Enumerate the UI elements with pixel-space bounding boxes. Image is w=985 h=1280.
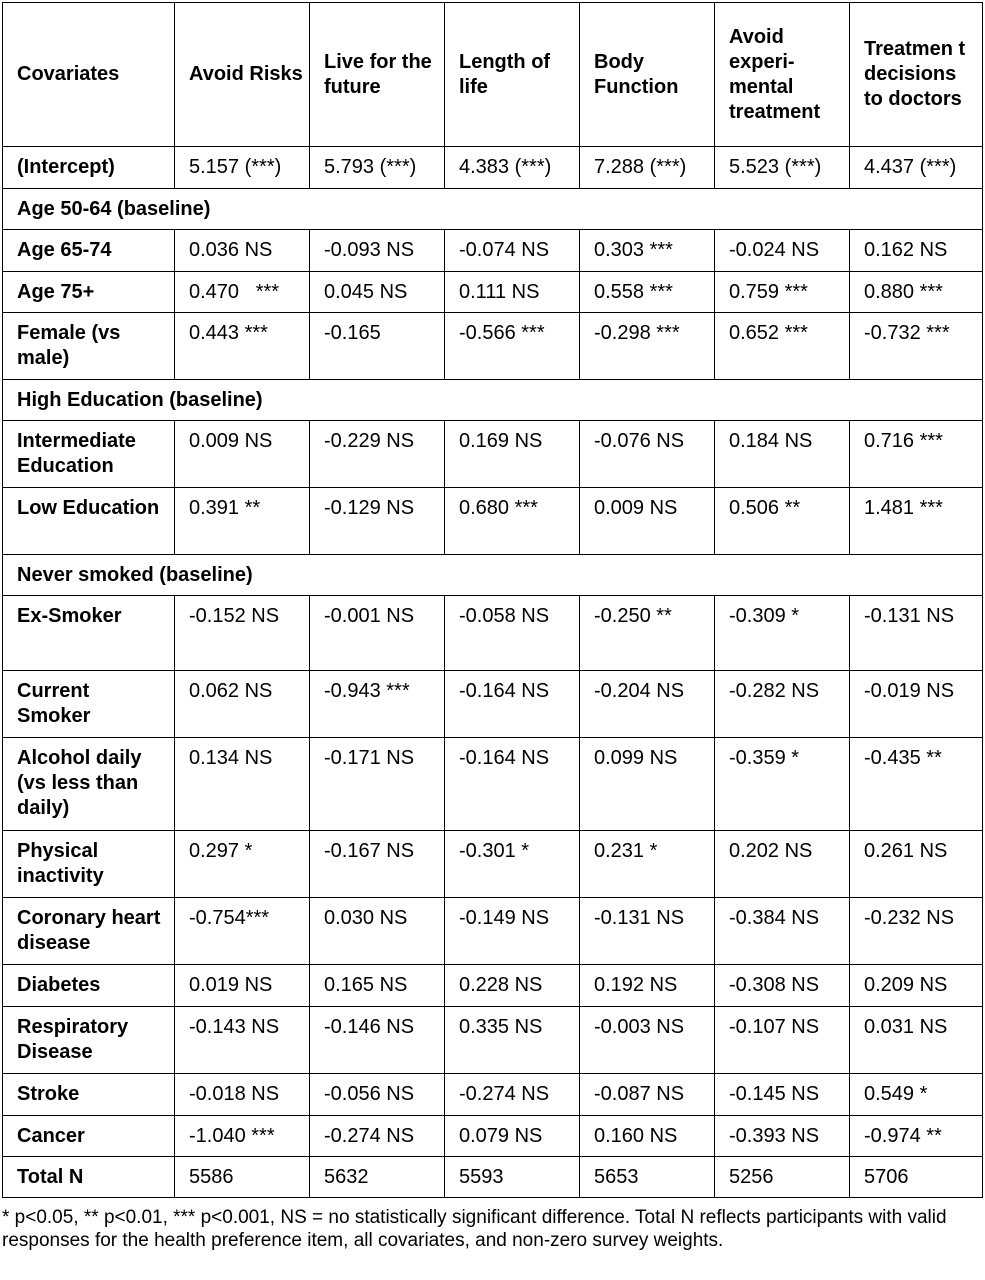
coefficient-cell: -0.146 NS <box>310 1007 445 1074</box>
coefficient-cell: 5586 <box>175 1157 310 1198</box>
coefficient-cell: 5.793 (***) <box>310 147 445 189</box>
section-label: High Education (baseline) <box>3 380 983 421</box>
covariate-label: Respiratory Disease <box>3 1007 175 1074</box>
coefficient-cell: 0.019 NS <box>175 965 310 1007</box>
coefficient-cell: 5593 <box>445 1157 580 1198</box>
table-row-age-65-74 <box>3 230 983 272</box>
coefficient-cell: -0.393 NS <box>715 1116 850 1157</box>
covariate-label: Age 75+ <box>3 272 175 313</box>
coefficient-cell: 0.134 NS <box>175 738 310 831</box>
coefficient-cell: 0.231 * <box>580 831 715 898</box>
coefficient-cell: 0.209 NS <box>850 965 983 1007</box>
table-row-intermediate-education <box>3 421 983 488</box>
coefficient-cell: 0.099 NS <box>580 738 715 831</box>
covariate-label: Current Smoker <box>3 671 175 738</box>
table-row-coronary-heart-disease <box>3 898 983 965</box>
coefficient-cell: -0.131 NS <box>850 596 983 671</box>
coefficient-cell: 0.192 NS <box>580 965 715 1007</box>
coefficient-cell: -0.943 *** <box>310 671 445 738</box>
coefficient-cell: -0.093 NS <box>310 230 445 272</box>
coefficient-cell: 5632 <box>310 1157 445 1198</box>
coefficient-cell: 0.303 *** <box>580 230 715 272</box>
coefficient-cell: -0.298 *** <box>580 313 715 380</box>
coefficient-cell: 0.297 * <box>175 831 310 898</box>
coefficient-cell: 0.031 NS <box>850 1007 983 1074</box>
table-row-cancer <box>3 1116 983 1157</box>
coefficient-cell: 0.680 *** <box>445 488 580 555</box>
table-row-intercept <box>3 147 983 189</box>
covariate-label: Cancer <box>3 1116 175 1157</box>
section-row-age-50-64-baseline <box>3 189 983 230</box>
covariate-label: Stroke <box>3 1074 175 1116</box>
table-body <box>3 3 983 1198</box>
covariate-label: Alcohol daily (vs less than daily) <box>3 738 175 831</box>
covariate-label: Coronary heart disease <box>3 898 175 965</box>
coefficient-cell: -0.001 NS <box>310 596 445 671</box>
coefficient-cell: -0.384 NS <box>715 898 850 965</box>
coefficient-cell: 5256 <box>715 1157 850 1198</box>
coefficient-cell: -1.040 *** <box>175 1116 310 1157</box>
coefficient-cell: -0.229 NS <box>310 421 445 488</box>
table-row-low-education <box>3 488 983 555</box>
coefficient-cell: -0.250 ** <box>580 596 715 671</box>
coefficient-cell: 0.160 NS <box>580 1116 715 1157</box>
covariate-label: Low Education <box>3 488 175 555</box>
coefficient-cell: -0.018 NS <box>175 1074 310 1116</box>
coefficient-cell: 0.558 *** <box>580 272 715 313</box>
coefficient-cell: -0.974 ** <box>850 1116 983 1157</box>
coefficient-cell: 0.184 NS <box>715 421 850 488</box>
coefficient-cell: -0.435 ** <box>850 738 983 831</box>
header-cell-body-function: Body Function <box>580 3 715 147</box>
coefficient-cell: -0.003 NS <box>580 1007 715 1074</box>
covariate-label: Physical inactivity <box>3 831 175 898</box>
coefficient-cell: -0.164 NS <box>445 671 580 738</box>
coefficient-cell: 0.009 NS <box>580 488 715 555</box>
coefficient-cell: 4.437 (***) <box>850 147 983 189</box>
coefficient-cell: -0.087 NS <box>580 1074 715 1116</box>
coefficient-cell: -0.301 * <box>445 831 580 898</box>
coefficient-cell: 7.288 (***) <box>580 147 715 189</box>
coefficient-cell: -0.308 NS <box>715 965 850 1007</box>
coefficient-cell: -0.309 * <box>715 596 850 671</box>
covariate-label: (Intercept) <box>3 147 175 189</box>
covariate-label: Ex-Smoker <box>3 596 175 671</box>
table-row-stroke <box>3 1074 983 1116</box>
table-row-physical-inactivity <box>3 831 983 898</box>
coefficient-cell: -0.754*** <box>175 898 310 965</box>
covariate-label: Age 65-74 <box>3 230 175 272</box>
coefficient-cell: -0.143 NS <box>175 1007 310 1074</box>
table-row-alcohol-daily-vs-less-than-daily <box>3 738 983 831</box>
coefficient-cell: 0.111 NS <box>445 272 580 313</box>
table-footnote: * p<0.05, ** p<0.01, *** p<0.001, NS = no statistically significant difference. Total N reflects participants with valid responses for the health preference item, all covariates, and non-zero survey weights. <box>2 1207 947 1251</box>
covariate-label: Diabetes <box>3 965 175 1007</box>
coefficient-cell: -0.359 * <box>715 738 850 831</box>
table-header-row <box>3 3 983 147</box>
table-row-respiratory-disease <box>3 1007 983 1074</box>
coefficient-cell: -0.171 NS <box>310 738 445 831</box>
coefficient-cell: 4.383 (***) <box>445 147 580 189</box>
regression-results-table <box>2 2 983 1198</box>
coefficient-cell: 0.009 NS <box>175 421 310 488</box>
coefficient-cell: -0.019 NS <box>850 671 983 738</box>
coefficient-cell: -0.107 NS <box>715 1007 850 1074</box>
table-row-ex-smoker <box>3 596 983 671</box>
coefficient-cell: 0.652 *** <box>715 313 850 380</box>
section-row-high-education-baseline <box>3 380 983 421</box>
coefficient-cell: 0.391 ** <box>175 488 310 555</box>
coefficient-cell: -0.274 NS <box>310 1116 445 1157</box>
header-cell-covariates: Covariates <box>3 3 175 147</box>
header-cell-live-for-the-future: Live for the future <box>310 3 445 147</box>
coefficient-cell: 0.169 NS <box>445 421 580 488</box>
coefficient-cell: 1.481 *** <box>850 488 983 555</box>
coefficient-cell: 0.335 NS <box>445 1007 580 1074</box>
table-row-age-75 <box>3 272 983 313</box>
coefficient-cell: 0.062 NS <box>175 671 310 738</box>
coefficient-cell: 0.443 *** <box>175 313 310 380</box>
header-cell-avoid-risks: Avoid Risks <box>175 3 310 147</box>
table-row-total-n <box>3 1157 983 1198</box>
section-label: Never smoked (baseline) <box>3 555 983 596</box>
table-row-diabetes <box>3 965 983 1007</box>
coefficient-cell: -0.152 NS <box>175 596 310 671</box>
header-cell-length-of-life: Length of life <box>445 3 580 147</box>
coefficient-cell: 0.045 NS <box>310 272 445 313</box>
coefficient-cell: -0.566 *** <box>445 313 580 380</box>
coefficient-cell: 5.157 (***) <box>175 147 310 189</box>
coefficient-cell: -0.165 <box>310 313 445 380</box>
section-label: Age 50-64 (baseline) <box>3 189 983 230</box>
coefficient-cell: 0.470 *** <box>175 272 310 313</box>
coefficient-cell: -0.145 NS <box>715 1074 850 1116</box>
coefficient-cell: 0.036 NS <box>175 230 310 272</box>
section-row-never-smoked-baseline <box>3 555 983 596</box>
header-cell-avoid-experimental-treatment: Avoid experi-mental treatment <box>715 3 850 147</box>
coefficient-cell: -0.274 NS <box>445 1074 580 1116</box>
coefficient-cell: -0.024 NS <box>715 230 850 272</box>
table-row-current-smoker <box>3 671 983 738</box>
coefficient-cell: 5653 <box>580 1157 715 1198</box>
coefficient-cell: 0.202 NS <box>715 831 850 898</box>
coefficient-cell: 0.759 *** <box>715 272 850 313</box>
coefficient-cell: -0.058 NS <box>445 596 580 671</box>
coefficient-cell: -0.149 NS <box>445 898 580 965</box>
coefficient-cell: -0.056 NS <box>310 1074 445 1116</box>
covariate-label: Intermediate Education <box>3 421 175 488</box>
coefficient-cell: 0.716 *** <box>850 421 983 488</box>
coefficient-cell: 0.079 NS <box>445 1116 580 1157</box>
coefficient-cell: 5.523 (***) <box>715 147 850 189</box>
covariate-label: Total N <box>3 1157 175 1198</box>
header-cell-treatment-decisions-to-doctors: Treatmen t decisions to doctors <box>850 3 983 147</box>
coefficient-cell: 0.261 NS <box>850 831 983 898</box>
coefficient-cell: -0.076 NS <box>580 421 715 488</box>
coefficient-cell: 0.228 NS <box>445 965 580 1007</box>
table-row-female-vs-male <box>3 313 983 380</box>
coefficient-cell: -0.129 NS <box>310 488 445 555</box>
coefficient-cell: 0.162 NS <box>850 230 983 272</box>
coefficient-cell: 0.549 * <box>850 1074 983 1116</box>
coefficient-cell: -0.167 NS <box>310 831 445 898</box>
coefficient-cell: -0.232 NS <box>850 898 983 965</box>
coefficient-cell: -0.074 NS <box>445 230 580 272</box>
coefficient-cell: 0.165 NS <box>310 965 445 1007</box>
coefficient-cell: -0.732 *** <box>850 313 983 380</box>
coefficient-cell: 5706 <box>850 1157 983 1198</box>
coefficient-cell: 0.880 *** <box>850 272 983 313</box>
coefficient-cell: -0.164 NS <box>445 738 580 831</box>
covariate-label: Female (vs male) <box>3 313 175 380</box>
coefficient-cell: 0.506 ** <box>715 488 850 555</box>
coefficient-cell: 0.030 NS <box>310 898 445 965</box>
coefficient-cell: -0.131 NS <box>580 898 715 965</box>
coefficient-cell: -0.282 NS <box>715 671 850 738</box>
coefficient-cell: -0.204 NS <box>580 671 715 738</box>
